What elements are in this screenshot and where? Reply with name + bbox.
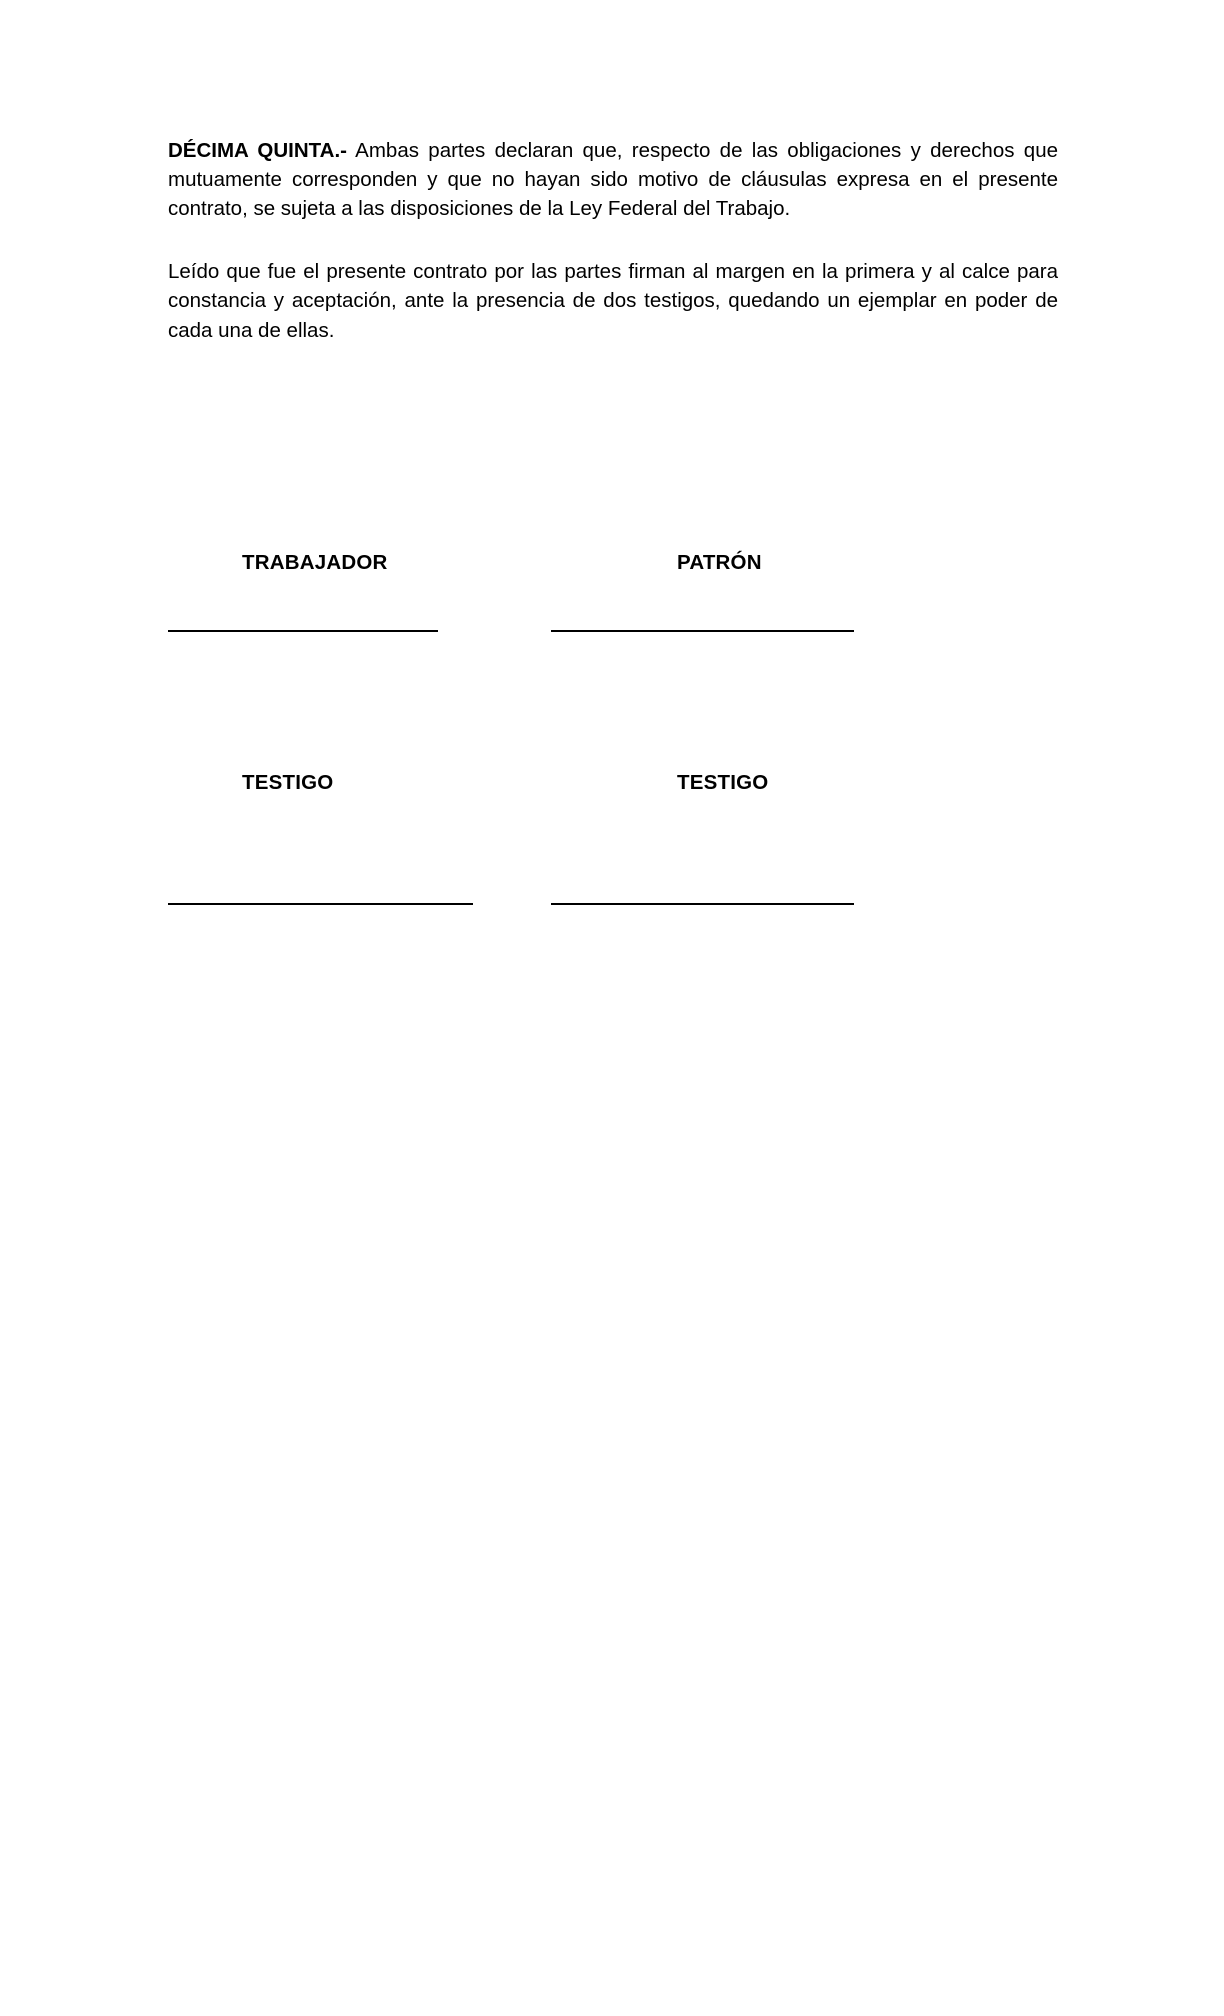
signature-line-patron	[551, 630, 854, 632]
signature-label-trabajador: TRABAJADOR	[242, 551, 388, 574]
clause-heading: DÉCIMA QUINTA.-	[168, 139, 347, 162]
document-body	[168, 136, 1058, 345]
signature-label-testigo-2: TESTIGO	[677, 771, 769, 794]
closing-paragraph: Leído que fue el presente contrato por las partes firman al margen en la primera y al calce para constancia y aceptación, ante la presencia de dos testigos, quedando un ejemplar en poder de cada una de ellas.	[168, 260, 1058, 342]
signature-line-testigo-1	[168, 903, 473, 905]
signature-line-trabajador	[168, 630, 438, 632]
signature-label-patron: PATRÓN	[677, 551, 762, 574]
clause-paragraph	[168, 136, 1058, 223]
signature-label-testigo-1: TESTIGO	[242, 771, 334, 794]
clause-text: Ambas partes declaran que, respecto de las obligaciones y derechos que mutuamente corresponden y que no hayan sido motivo de cláusulas expresa en el presente contrato, se sujeta a las disposiciones de la Ley Federal del Trabajo.	[168, 139, 1058, 221]
signature-line-testigo-2	[551, 903, 854, 905]
